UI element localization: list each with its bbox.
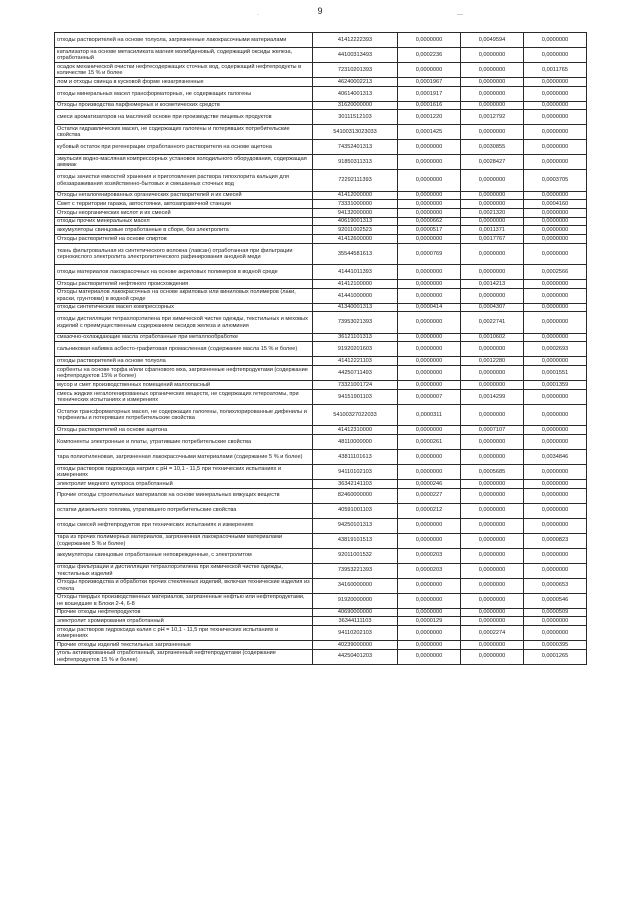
value-cell-1: 0,0000000 (398, 33, 461, 48)
value-cell-3: 0,0000000 (524, 226, 587, 235)
value-cell-2: 0,0014299 (461, 389, 524, 404)
value-cell-2: 0,0000000 (461, 617, 524, 626)
value-cell-2: 0,0017767 (461, 235, 524, 244)
waste-name-cell: Отходы растворителей нефтяного происхождения (55, 280, 313, 289)
fkko-code-cell: 91920201603 (313, 342, 398, 357)
value-cell-1: 0,0001425 (398, 125, 461, 140)
waste-name-cell: мусор и смет производственных помещений малоопасный (55, 381, 313, 390)
waste-name-cell: отходы растворов гидроксида калия с pH = 10,1 - 11,5 при технических испытаниях и измерениях (55, 625, 313, 640)
fkko-code-cell: 41340001313 (313, 303, 398, 312)
value-cell-1: 0,0000517 (398, 226, 461, 235)
table-row (55, 625, 587, 640)
waste-name-cell: Отходы производства и обработки прочих стеклянных изделий, включая технические изделия из стекла (55, 578, 313, 593)
value-cell-1: 0,0000000 (398, 191, 461, 200)
value-cell-2: 0,0000000 (461, 479, 524, 488)
value-cell-1: 0,0000000 (398, 578, 461, 593)
waste-name-cell: остатки дизельного топлива, утратившего потребительские свойства (55, 503, 313, 518)
fkko-code-cell: 41412222393 (313, 33, 398, 48)
fkko-code-cell: 73953021393 (313, 312, 398, 333)
value-cell-3: 0,0000000 (524, 78, 587, 87)
value-cell-2: 0,0000000 (461, 381, 524, 390)
fkko-code-cell: 46240002213 (313, 78, 398, 87)
value-cell-3: 0,0000546 (524, 593, 587, 608)
value-cell-3: 0,0000000 (524, 548, 587, 563)
value-cell-3: 0,0000000 (524, 488, 587, 503)
fkko-code-cell: 92011001532 (313, 548, 398, 563)
fkko-code-cell: 41441000000 (313, 288, 398, 303)
value-cell-3: 0,0000000 (524, 288, 587, 303)
value-cell-3: 0,0000000 (524, 479, 587, 488)
fkko-code-cell: 40239000000 (313, 640, 398, 649)
scan-mark: · (257, 12, 259, 18)
value-cell-1: 0,0000007 (398, 389, 461, 404)
value-cell-3: 0,0001551 (524, 366, 587, 381)
fkko-code-cell: 34160000000 (313, 578, 398, 593)
waste-name-cell: отходы фильтрации и дистилляции тетрахлорэтилена при химической чистке одежды, текстильных изделий (55, 563, 313, 578)
value-cell-3: 0,0004160 (524, 200, 587, 209)
fkko-code-cell: 43819101513 (313, 533, 398, 548)
table-row (55, 404, 587, 425)
waste-name-cell: тара из прочих полимерных материалов, загрязненная лакокрасочными материалами (содержание 5 % и более) (55, 533, 313, 548)
value-cell-1: 0,0000227 (398, 488, 461, 503)
value-cell-3: 0,0000000 (524, 243, 587, 264)
fkko-code-cell: 94151901103 (313, 389, 398, 404)
waste-name-cell: ткань фильтровальная из синтетического волокна (лавсан) отработанная при фильтрации сернокислого электролита электролитического рафинирования анодной меди (55, 243, 313, 264)
value-cell-1: 0,0000000 (398, 533, 461, 548)
fkko-code-cell: 36344111103 (313, 617, 398, 626)
value-cell-2: 0,0000000 (461, 200, 524, 209)
waste-name-cell: Отходы растворителей на основе ацетона (55, 426, 313, 435)
waste-name-cell: Отходы материалов лакокрасочных на основе акриловых или виниловых полимеров (лаки, краски, грунтовки) в водной среде (55, 288, 313, 303)
value-cell-1: 0,0000000 (398, 140, 461, 155)
fkko-code-cell: 82460000000 (313, 488, 398, 503)
fkko-code-cell: 40614001313 (313, 86, 398, 101)
waste-name-cell: осадок механической очистки нефтесодержащих сточных вод, содержащий нефтепродукты в количестве 15 % и более (55, 63, 313, 78)
value-cell-3: 0,0000000 (524, 503, 587, 518)
value-cell-1: 0,0000311 (398, 404, 461, 425)
fkko-code-cell: 73953221393 (313, 563, 398, 578)
value-cell-1: 0,0000000 (398, 288, 461, 303)
table-row (55, 649, 587, 664)
table-row (55, 342, 587, 357)
value-cell-2: 0,0000000 (461, 101, 524, 110)
value-cell-1: 0,0000000 (398, 357, 461, 366)
table-row (55, 280, 587, 289)
fkko-code-cell: 41412221103 (313, 357, 398, 366)
value-cell-2: 0,0000000 (461, 288, 524, 303)
value-cell-2: 0,0007107 (461, 426, 524, 435)
value-cell-2: 0,0000000 (461, 533, 524, 548)
value-cell-3: 0,0003705 (524, 170, 587, 191)
fkko-code-cell: 72292111393 (313, 170, 398, 191)
fkko-code-cell: 92011002523 (313, 226, 398, 235)
value-cell-2: 0,0000000 (461, 563, 524, 578)
value-cell-2: 0,0000000 (461, 265, 524, 280)
table-row (55, 434, 587, 449)
fkko-code-cell: 72310201393 (313, 63, 398, 78)
value-cell-1: 0,0000000 (398, 625, 461, 640)
fkko-code-cell: 94250101313 (313, 518, 398, 533)
value-cell-1: 0,0000000 (398, 608, 461, 617)
table-row (55, 312, 587, 333)
value-cell-3: 0,0000000 (524, 110, 587, 125)
fkko-code-cell: 40690000000 (313, 608, 398, 617)
value-cell-3: 0,0000395 (524, 640, 587, 649)
waste-name-cell: Отходы негалогенированных органических растворителей и их смесей (55, 191, 313, 200)
value-cell-3: 0,0000000 (524, 140, 587, 155)
value-cell-2: 0,0000000 (461, 640, 524, 649)
value-cell-2: 0,0000000 (461, 548, 524, 563)
waste-name-cell: Смет с территории гаража, автостоянки, автозаправочной станции (55, 200, 313, 209)
table-row (55, 101, 587, 110)
waste-name-cell: электролит медного купороса отработанный (55, 479, 313, 488)
fkko-code-cell: 91920000000 (313, 593, 398, 608)
fkko-code-cell: 36342141103 (313, 479, 398, 488)
value-cell-1: 0,0000000 (398, 649, 461, 664)
table-row (55, 593, 587, 608)
value-cell-3: 0,0002566 (524, 265, 587, 280)
value-cell-3: 0,0000000 (524, 191, 587, 200)
value-cell-3: 0,0011765 (524, 63, 587, 78)
value-cell-1: 0,0000000 (398, 426, 461, 435)
fkko-code-cell: 94132000000 (313, 209, 398, 218)
value-cell-1: 0,0000000 (398, 464, 461, 479)
waste-name-cell: отходы минеральных масел трансформаторных, не содержащих галогены (55, 86, 313, 101)
value-cell-2: 0,0000000 (461, 593, 524, 608)
table-row (55, 170, 587, 191)
value-cell-2: 0,0021320 (461, 209, 524, 218)
waste-name-cell: отходы смесей нефтепродуктов при технических испытаниях и измерениях (55, 518, 313, 533)
table-row (55, 33, 587, 48)
value-cell-1: 0,0000203 (398, 563, 461, 578)
value-cell-1: 0,0000000 (398, 265, 461, 280)
waste-name-cell: Отходы неорганических кислот и их смесей (55, 209, 313, 218)
table-row (55, 78, 587, 87)
value-cell-3: 0,0000000 (524, 48, 587, 63)
value-cell-2: 0,0000000 (461, 404, 524, 425)
table-row (55, 191, 587, 200)
waste-name-cell: катализатор на основе метасиликата магния молибденовый, содержащий оксиды железа, отработанный (55, 48, 313, 63)
value-cell-3: 0,0000000 (524, 617, 587, 626)
value-cell-1: 0,0000000 (398, 209, 461, 218)
waste-name-cell: эмульсия водно-масляная компрессорных установок холодильного оборудования, содержащая аммиак (55, 155, 313, 170)
value-cell-3: 0,0034846 (524, 449, 587, 464)
page-number: 9 (317, 6, 323, 16)
table-row (55, 217, 587, 226)
value-cell-1: 0,0000000 (398, 155, 461, 170)
value-cell-1: 0,0000000 (398, 449, 461, 464)
fkko-code-cell: 44250711493 (313, 366, 398, 381)
waste-name-cell: Остатки трансформаторных масел, не содержащих галогены, полихлорированные дифенилы и терфенилы и потерявших потребительские свойства (55, 404, 313, 425)
value-cell-2: 0,0012280 (461, 357, 524, 366)
value-cell-1: 0,0000000 (398, 280, 461, 289)
fkko-code-cell: 73321001724 (313, 381, 398, 390)
waste-name-cell: Компоненты электронные и платы, утратившие потребительские свойства (55, 434, 313, 449)
value-cell-1: 0,0001220 (398, 110, 461, 125)
value-cell-3: 0,0000000 (524, 333, 587, 342)
value-cell-2: 0,0000000 (461, 48, 524, 63)
table-row (55, 563, 587, 578)
table-row (55, 503, 587, 518)
table-row (55, 209, 587, 218)
waste-name-cell: Остатки гидравлических масел, не содержащих галогены и потерявших потребительские свойства (55, 125, 313, 140)
fkko-code-cell: 41441011393 (313, 265, 398, 280)
waste-name-cell: лом и отходы свинца в кусковой форме незагрязненные (55, 78, 313, 87)
fkko-code-cell: 44100313493 (313, 48, 398, 63)
table-row (55, 265, 587, 280)
waste-name-cell: тара полиэтиленовая, загрязненная лакокрасочными материалами (содержание 5 % и более) (55, 449, 313, 464)
value-cell-3: 0,0000000 (524, 209, 587, 218)
value-cell-1: 0,0000000 (398, 593, 461, 608)
value-cell-3: 0,0002693 (524, 342, 587, 357)
value-cell-3: 0,0000000 (524, 563, 587, 578)
table-row (55, 125, 587, 140)
table-row (55, 518, 587, 533)
fkko-code-cell: 31620000000 (313, 101, 398, 110)
value-cell-2: 0,0000000 (461, 488, 524, 503)
table-row (55, 389, 587, 404)
value-cell-2: 0,0000000 (461, 434, 524, 449)
value-cell-3: 0,0000000 (524, 625, 587, 640)
value-cell-2: 0,0000000 (461, 243, 524, 264)
value-cell-3: 0,0000000 (524, 404, 587, 425)
value-cell-3: 0,0000000 (524, 125, 587, 140)
waste-name-cell: аккумуляторы свинцовые отработанные в сборе, без электролита (55, 226, 313, 235)
value-cell-3: 0,0000000 (524, 518, 587, 533)
fkko-code-cell: 41412000000 (313, 191, 398, 200)
value-cell-3: 0,0000509 (524, 608, 587, 617)
value-cell-3: 0,0000000 (524, 155, 587, 170)
value-cell-3: 0,0000000 (524, 86, 587, 101)
value-cell-2: 0,0000000 (461, 578, 524, 593)
value-cell-3: 0,0000000 (524, 217, 587, 226)
value-cell-2: 0,0000000 (461, 63, 524, 78)
fkko-code-cell: 94110202103 (313, 625, 398, 640)
fkko-code-cell: 41412310000 (313, 426, 398, 435)
fkko-code-cell: 74352401313 (313, 140, 398, 155)
value-cell-3: 0,0000000 (524, 303, 587, 312)
value-cell-2: 0,0005685 (461, 464, 524, 479)
value-cell-1: 0,0000000 (398, 366, 461, 381)
table-row (55, 533, 587, 548)
waste-name-cell: Прочие отходы строительных материалов на основе минеральных вяжущих веществ (55, 488, 313, 503)
table-row (55, 381, 587, 390)
value-cell-2: 0,0000000 (461, 191, 524, 200)
value-cell-2: 0,0000000 (461, 342, 524, 357)
fkko-code-cell: 41412600000 (313, 235, 398, 244)
table-row (55, 464, 587, 479)
fkko-code-cell: 36121101313 (313, 333, 398, 342)
value-cell-1: 0,0000000 (398, 170, 461, 191)
table-row (55, 548, 587, 563)
waste-table (54, 32, 587, 665)
value-cell-3: 0,0001265 (524, 649, 587, 664)
value-cell-3: 0,0000823 (524, 533, 587, 548)
table-row (55, 333, 587, 342)
value-cell-2: 0,0049594 (461, 33, 524, 48)
table-row (55, 48, 587, 63)
fkko-code-cell: 35544581613 (313, 243, 398, 264)
waste-name-cell: отходы растворителей на основе толуола, загрязненные лакокрасочными материалами (55, 33, 313, 48)
value-cell-1: 0,0002236 (398, 48, 461, 63)
value-cell-2: 0,0000000 (461, 86, 524, 101)
value-cell-1: 0,0000000 (398, 381, 461, 390)
value-cell-1: 0,0000000 (398, 200, 461, 209)
value-cell-1: 0,0001967 (398, 78, 461, 87)
waste-name-cell: смеси ароматизаторов на масляной основе при производстве пищевых продуктов (55, 110, 313, 125)
table-row (55, 86, 587, 101)
value-cell-2: 0,0000000 (461, 78, 524, 87)
table-row (55, 235, 587, 244)
table-row (55, 357, 587, 366)
fkko-code-cell: 41412100000 (313, 280, 398, 289)
waste-name-cell: уголь активированный отработанный, загрязненный нефтепродуктами (содержание нефтепродуктов 15 % и более) (55, 649, 313, 664)
value-cell-1: 0,0000246 (398, 479, 461, 488)
fkko-code-cell: 54100327022033 (313, 404, 398, 425)
value-cell-3: 0,0000000 (524, 235, 587, 244)
value-cell-2: 0,0022741 (461, 312, 524, 333)
waste-name-cell: отходы растворителей на основе толуола (55, 357, 313, 366)
value-cell-2: 0,0000000 (461, 170, 524, 191)
fkko-code-cell: 43811101613 (313, 449, 398, 464)
value-cell-2: 0,0010602 (461, 333, 524, 342)
table-row (55, 366, 587, 381)
waste-name-cell: отходы зачистки емкостей хранения и приготовления раствора гипохлорита кальция для обеззараживания хозяйственно-бытовых и смешанных сточных вод (55, 170, 313, 191)
value-cell-2: 0,0004307 (461, 303, 524, 312)
value-cell-1: 0,0001616 (398, 101, 461, 110)
waste-name-cell: электролит хромирования отработанный (55, 617, 313, 626)
table-row (55, 63, 587, 78)
waste-name-cell: смесь жидких негалогенированных органических веществ, не содержащих гетероатомы, при технических испытаниях и измерениях (55, 389, 313, 404)
waste-name-cell: аккумуляторы свинцовые отработанные неповрежденные, с электролитом (55, 548, 313, 563)
value-cell-3: 0,0000000 (524, 312, 587, 333)
waste-name-cell: Прочие отходы нефтепродуктов (55, 608, 313, 617)
waste-name-cell: сальниковая набивка асбесто-графитовая промасленная (содержание масла 15 % и более) (55, 342, 313, 357)
value-cell-1: 0,0000769 (398, 243, 461, 264)
value-cell-2: 0,0000000 (461, 503, 524, 518)
value-cell-3: 0,0000000 (524, 434, 587, 449)
waste-name-cell: Отходы твердых производственных материалов, загрязненные нефтью или нефтепродуктами, не вошедшие в Блоки 2-4, 6-8 (55, 593, 313, 608)
table-row (55, 608, 587, 617)
value-cell-1: 0,0000129 (398, 617, 461, 626)
value-cell-2: 0,0000000 (461, 217, 524, 226)
value-cell-3: 0,0000000 (524, 357, 587, 366)
value-cell-3: 0,0000000 (524, 33, 587, 48)
waste-name-cell: отходы прочих минеральных масел (55, 217, 313, 226)
value-cell-3: 0,0000000 (524, 101, 587, 110)
fkko-code-cell: 94110102103 (313, 464, 398, 479)
value-cell-1: 0,0001917 (398, 86, 461, 101)
value-cell-3: 0,0000000 (524, 464, 587, 479)
value-cell-3: 0,0001359 (524, 381, 587, 390)
value-cell-2: 0,0011371 (461, 226, 524, 235)
value-cell-1: 0,0000000 (398, 235, 461, 244)
value-cell-1: 0,0000212 (398, 503, 461, 518)
value-cell-3: 0,0000000 (524, 280, 587, 289)
value-cell-2: 0,0000000 (461, 649, 524, 664)
scan-mark: — (457, 12, 463, 18)
table-row (55, 426, 587, 435)
fkko-code-cell: 48110000000 (313, 434, 398, 449)
waste-name-cell: Отходы производства парфюмерных и косметических средств (55, 101, 313, 110)
table-row (55, 226, 587, 235)
fkko-code-cell: 44250401203 (313, 649, 398, 664)
waste-name-cell: отходы синтетических масел компрессорных (55, 303, 313, 312)
value-cell-3: 0,0000653 (524, 578, 587, 593)
table-row (55, 303, 587, 312)
value-cell-2: 0,0012792 (461, 110, 524, 125)
value-cell-1: 0,0000261 (398, 434, 461, 449)
value-cell-2: 0,0030855 (461, 140, 524, 155)
table-row (55, 479, 587, 488)
waste-name-cell: смазочно-охлаждающие масла отработанные при металлообработке (55, 333, 313, 342)
fkko-code-cell: 91850311313 (313, 155, 398, 170)
table-row (55, 288, 587, 303)
value-cell-2: 0,0002274 (461, 625, 524, 640)
value-cell-2: 0,0000000 (461, 125, 524, 140)
table-row (55, 488, 587, 503)
waste-name-cell: Прочие отходы изделий текстильных загрязненные (55, 640, 313, 649)
waste-name-cell: отходы дистилляции тетрахлорэтилена при химической чистке одежды, текстильных и меховых изделий с преимущественным содержанием оксидов железа и алюминия (55, 312, 313, 333)
value-cell-1: 0,0000203 (398, 548, 461, 563)
value-cell-1: 0,0000000 (398, 63, 461, 78)
value-cell-2: 0,0000000 (461, 449, 524, 464)
fkko-code-cell: 73331000000 (313, 200, 398, 209)
value-cell-1: 0,0000000 (398, 518, 461, 533)
fkko-code-cell: 54100313023033 (313, 125, 398, 140)
value-cell-2: 0,0014213 (461, 280, 524, 289)
value-cell-1: 0,0000000 (398, 640, 461, 649)
value-cell-1: 0,0000662 (398, 217, 461, 226)
table-row (55, 640, 587, 649)
value-cell-1: 0,0000000 (398, 342, 461, 357)
value-cell-2: 0,0000000 (461, 518, 524, 533)
table-row (55, 449, 587, 464)
value-cell-2: 0,0000000 (461, 608, 524, 617)
waste-name-cell: Отходы растворителей на основе спиртов (55, 235, 313, 244)
waste-name-cell: отходы растворов гидроксида натрия с pH = 10,1 - 11,5 при технических испытаниях и измерениях (55, 464, 313, 479)
table-row (55, 200, 587, 209)
waste-name-cell: кубовый остаток при регенерации отработанного растворителя на основе ацетона (55, 140, 313, 155)
table-row (55, 617, 587, 626)
waste-name-cell: сорбенты на основе торфа и/или сфагнового мха, загрязненные нефтепродуктами (содержание нефтепродуктов 15% и более) (55, 366, 313, 381)
value-cell-1: 0,0000000 (398, 312, 461, 333)
waste-table-body (55, 33, 587, 665)
table-row (55, 155, 587, 170)
fkko-code-cell: 40619001313 (313, 217, 398, 226)
table-row (55, 243, 587, 264)
waste-name-cell: отходы материалов лакокрасочных на основе акриловых полимеров в водной среде (55, 265, 313, 280)
value-cell-3: 0,0000000 (524, 426, 587, 435)
value-cell-1: 0,0000000 (398, 333, 461, 342)
table-row (55, 140, 587, 155)
value-cell-3: 0,0000000 (524, 389, 587, 404)
table-row (55, 110, 587, 125)
value-cell-1: 0,0000414 (398, 303, 461, 312)
value-cell-2: 0,0028427 (461, 155, 524, 170)
table-row (55, 578, 587, 593)
fkko-code-cell: 40591001103 (313, 503, 398, 518)
fkko-code-cell: 30111512103 (313, 110, 398, 125)
value-cell-2: 0,0000000 (461, 366, 524, 381)
